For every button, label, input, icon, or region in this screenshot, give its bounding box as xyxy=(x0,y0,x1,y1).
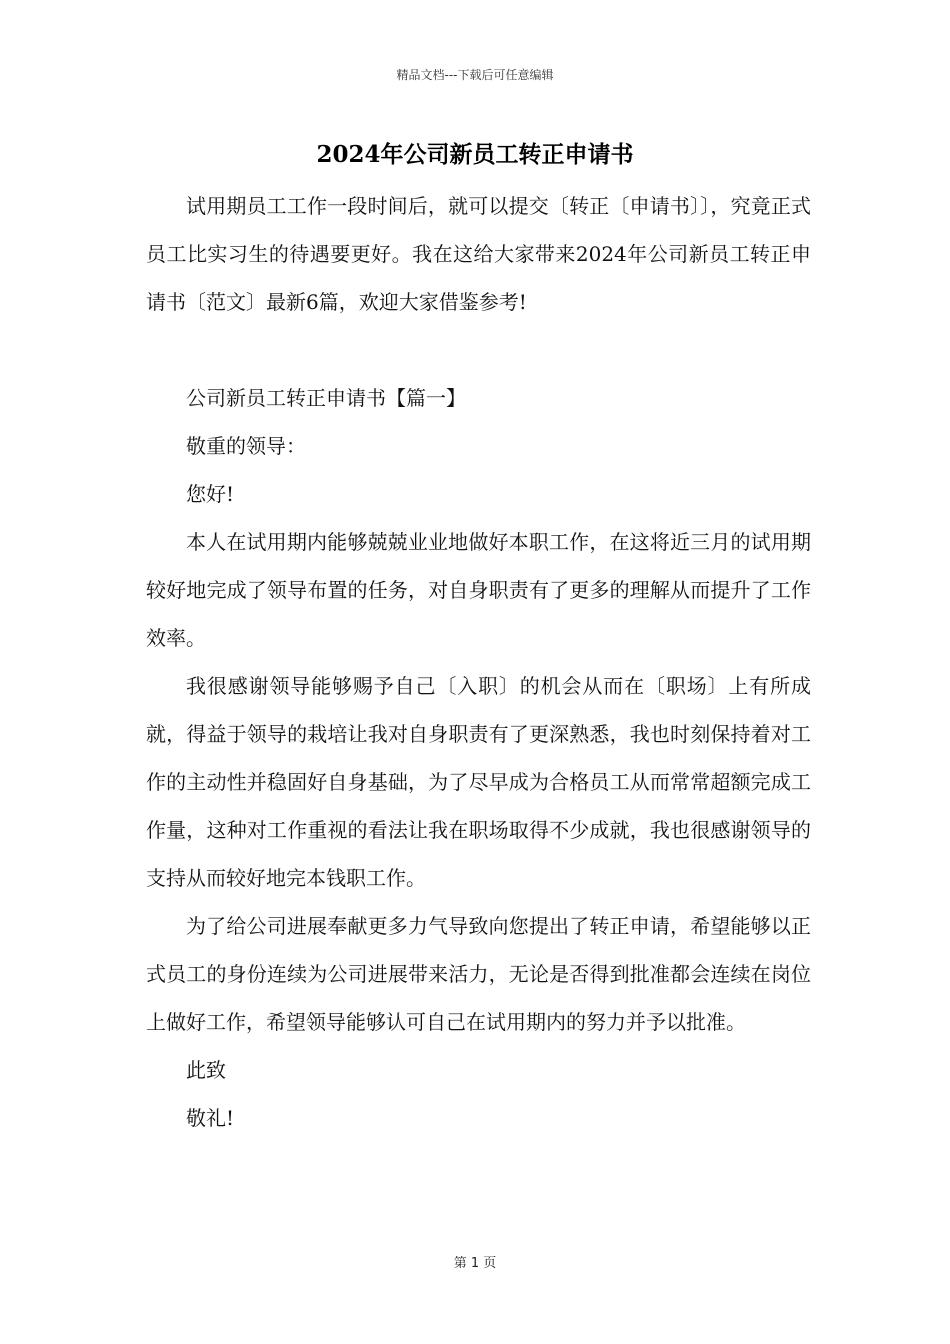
body-paragraph-2: 我很感谢领导能够赐予自己〔入职〕的机会从而在〔职场〕上有所成就，得益于领导的栽培让我对自身职责有了更深熟悉，我也时刻保持着对工作的主动性并稳固好自身基础，为了尽早成为合格员工从而常常超额完成工作量，这种对工作重视的看法让我在职场取得不少成就，我也很感谢领导的支持从而较好地完本钱职工作。 xyxy=(146,674,811,890)
intro-paragraph: 试用期员工工作一段时间后，就可以提交〔转正〔申请书〕〕，究竟正式员工比实习生的待遇要更好。我在这给大家带来2024年公司新员工转正申请书〔范文〕最新6篇，欢迎大家借鉴参考! xyxy=(146,194,811,314)
section-heading: 公司新员工转正申请书【篇一】 xyxy=(186,386,466,410)
body-paragraph-3: 为了给公司进展奉献更多力气导致向您提出了转正申请，希望能够以正式员工的身份连续为公司进展带来活力，无论是否得到批准都会连续在岗位上做好工作，希望领导能够认可自己在试用期内的努力并予以批准。 xyxy=(146,914,811,1034)
spacer xyxy=(146,326,811,374)
body-paragraph-1: 本人在试用期内能够兢兢业业地做好本职工作，在这将近三月的试用期较好地完成了领导布置的任务，对自身职责有了更多的理解从而提升了工作效率。 xyxy=(146,530,811,650)
page-header: 精品文档---下载后可任意编辑 xyxy=(396,68,554,82)
document-body xyxy=(146,182,811,1142)
closing-line-1: 此致 xyxy=(186,1058,226,1082)
document-title: 2024年公司新员工转正申请书 xyxy=(316,141,634,168)
page-number: 第 1 页 xyxy=(453,1256,497,1271)
salutation: 敬重的领导： xyxy=(186,434,306,458)
greeting: 您好! xyxy=(186,482,235,506)
closing-line-2: 敬礼! xyxy=(186,1106,235,1130)
